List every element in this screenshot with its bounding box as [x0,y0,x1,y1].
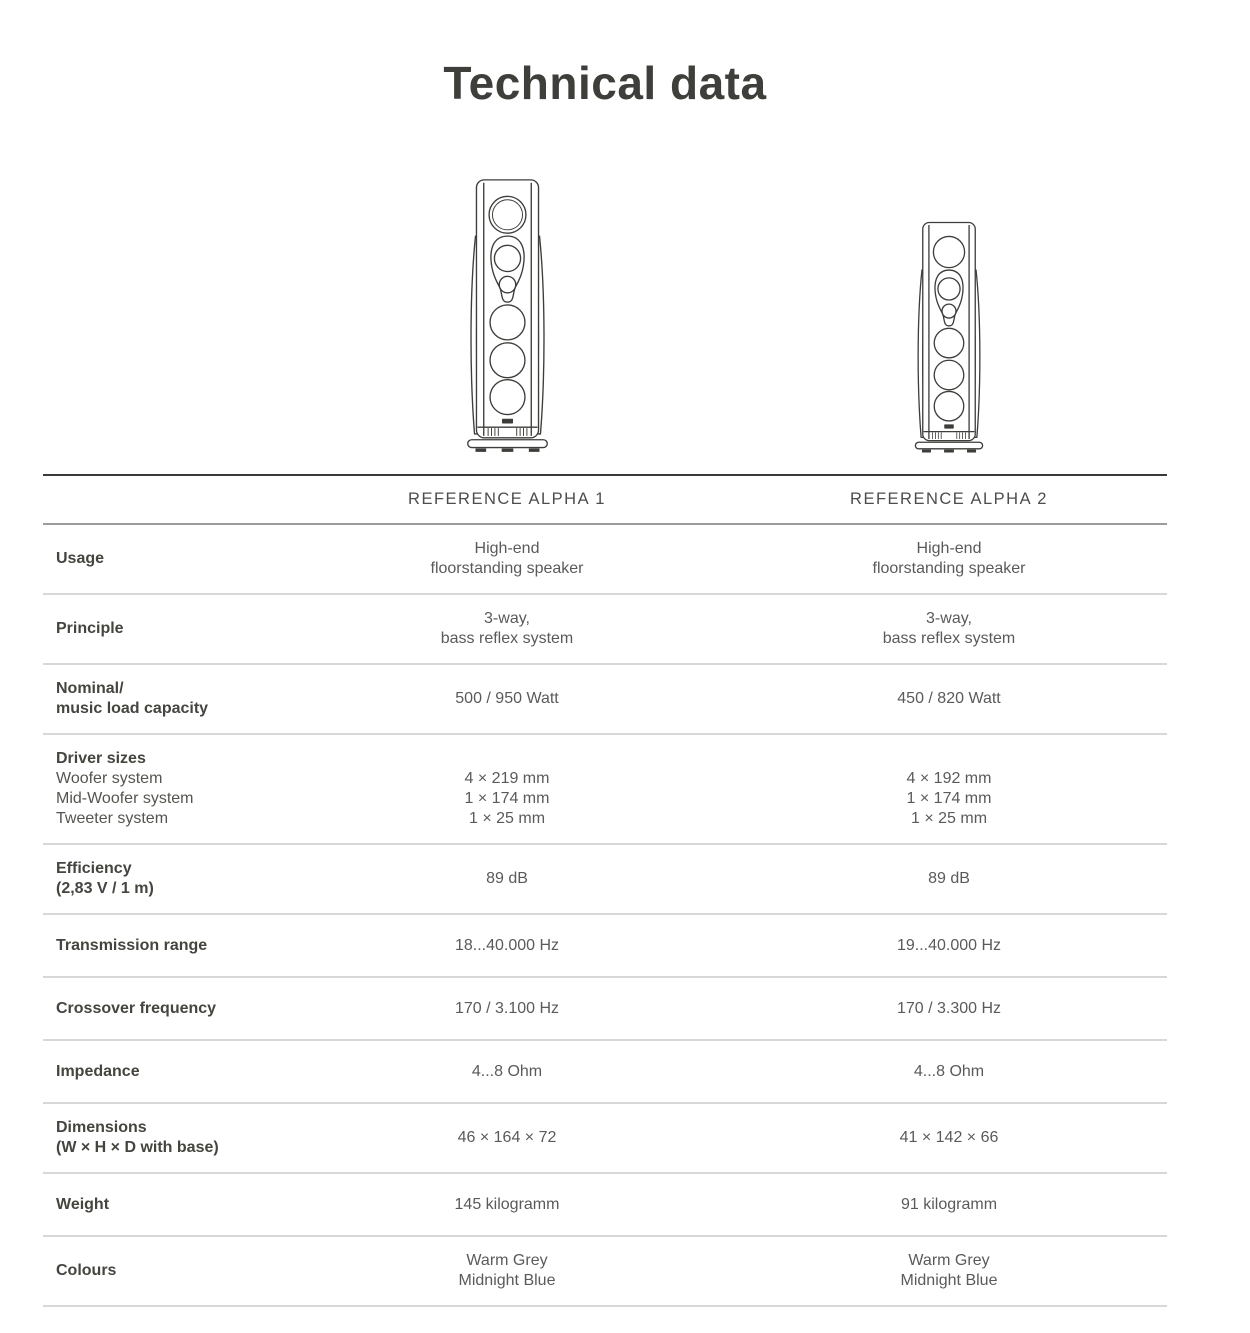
spec-row-principle [43,595,1167,665]
base-plate [467,440,547,448]
tweeter-driver [942,304,956,318]
spec-row-usage [43,525,1167,595]
alpha-1-value: 170 / 3.100 Hz [454,999,560,1017]
column-header-alpha-2: REFERENCE ALPHA 2 [850,490,1048,508]
woofer-2 [490,305,525,340]
row-label: Principle [56,620,124,637]
speaker-alpha-1-cell [283,176,731,464]
alpha-2-value: 91 kilogramm [900,1195,998,1213]
woofer-top-inner [492,200,522,230]
alpha-2-value: 4...8 Ohm [913,1062,985,1080]
spec-row-efficiency [43,845,1167,915]
row-label: Colours [56,1262,117,1279]
alpha-2-value: 89 dB [928,870,970,887]
row-label: Transmission range [56,936,208,954]
alpha-2-value: Warm Grey Midnight Blue [900,1252,998,1289]
alpha-2-value: High-end floorstanding speaker [872,540,1026,577]
row-label: Nominal/ music load capacity [56,680,209,717]
page-title: Technical data [443,57,767,109]
alpha-2-value: 170 / 3.300 Hz [896,999,1002,1017]
alpha-1-value: Warm Grey Midnight Blue [458,1252,556,1289]
alpha-1-value: 46 × 164 × 72 [457,1129,557,1146]
feet [922,450,976,453]
spacer-line [283,749,731,769]
row-label: Impedance [56,1062,140,1080]
alpha-2-value: 41 × 142 × 66 [899,1129,999,1146]
speaker-alpha-1-illustration [459,176,556,464]
alpha-1-value: 18...40.000 Hz [454,936,560,954]
alpha-1-value: 4...8 Ohm [471,1062,543,1080]
content-column [43,0,1167,1307]
woofer-2 [934,328,964,358]
spacer-line [731,749,1167,769]
row-label: Dimensions (W × H × D with base) [56,1119,219,1156]
spec-row-load-capacity [43,665,1167,735]
spec-row-dimensions [43,1104,1167,1174]
woofer-4 [934,391,964,421]
spec-table [43,474,1167,1307]
brand-badge [502,419,512,422]
row-label: Efficiency (2,83 V / 1 m) [56,860,154,897]
midrange-driver [494,245,520,271]
woofer-3 [934,360,964,390]
midrange-driver [938,278,960,300]
spec-row-crossover-frequency [43,978,1167,1041]
column-header-alpha-1: REFERENCE ALPHA 1 [408,490,606,508]
alpha-1-value: 145 kilogramm [454,1195,560,1213]
spec-row-transmission-range [43,915,1167,978]
speaker-alpha-2-illustration [908,218,990,464]
woofer-3 [490,343,525,378]
spec-row-colours [43,1237,1167,1307]
alpha-2-value: 19...40.000 Hz [896,936,1002,954]
alpha-2-value: 450 / 820 Watt [897,690,1001,707]
alpha-1-value: 500 / 950 Watt [455,690,559,707]
row-label: Weight [56,1195,110,1213]
speaker-alpha-2-cell [731,218,1167,464]
row-label: Driver sizes Woofer system Mid-Woofer system Tweeter system [56,750,194,827]
speaker-illustrations-row [43,176,1167,464]
spec-row-weight [43,1174,1167,1237]
alpha-1-value: 3-way, bass reflex system [440,610,574,647]
row-label: Crossover frequency [56,999,217,1017]
base-plate [915,442,982,449]
alpha-1-value: High-end floorstanding speaker [430,540,584,577]
feet [475,448,539,451]
woofer-4 [490,380,525,415]
spec-row-impedance [43,1041,1167,1104]
alpha-2-value: 4 × 192 mm 1 × 174 mm 1 × 25 mm [731,749,1167,829]
row-label: Usage [56,550,105,567]
alpha-1-value: 89 dB [486,870,528,887]
alpha-2-value: 3-way, bass reflex system [882,610,1016,647]
spec-table-header-row [43,476,1167,525]
alpha-1-value: 4 × 219 mm 1 × 174 mm 1 × 25 mm [283,749,731,829]
brand-badge [945,425,953,428]
woofer-top [933,236,964,267]
tweeter-driver [499,276,515,292]
spec-row-driver-sizes [43,735,1167,845]
